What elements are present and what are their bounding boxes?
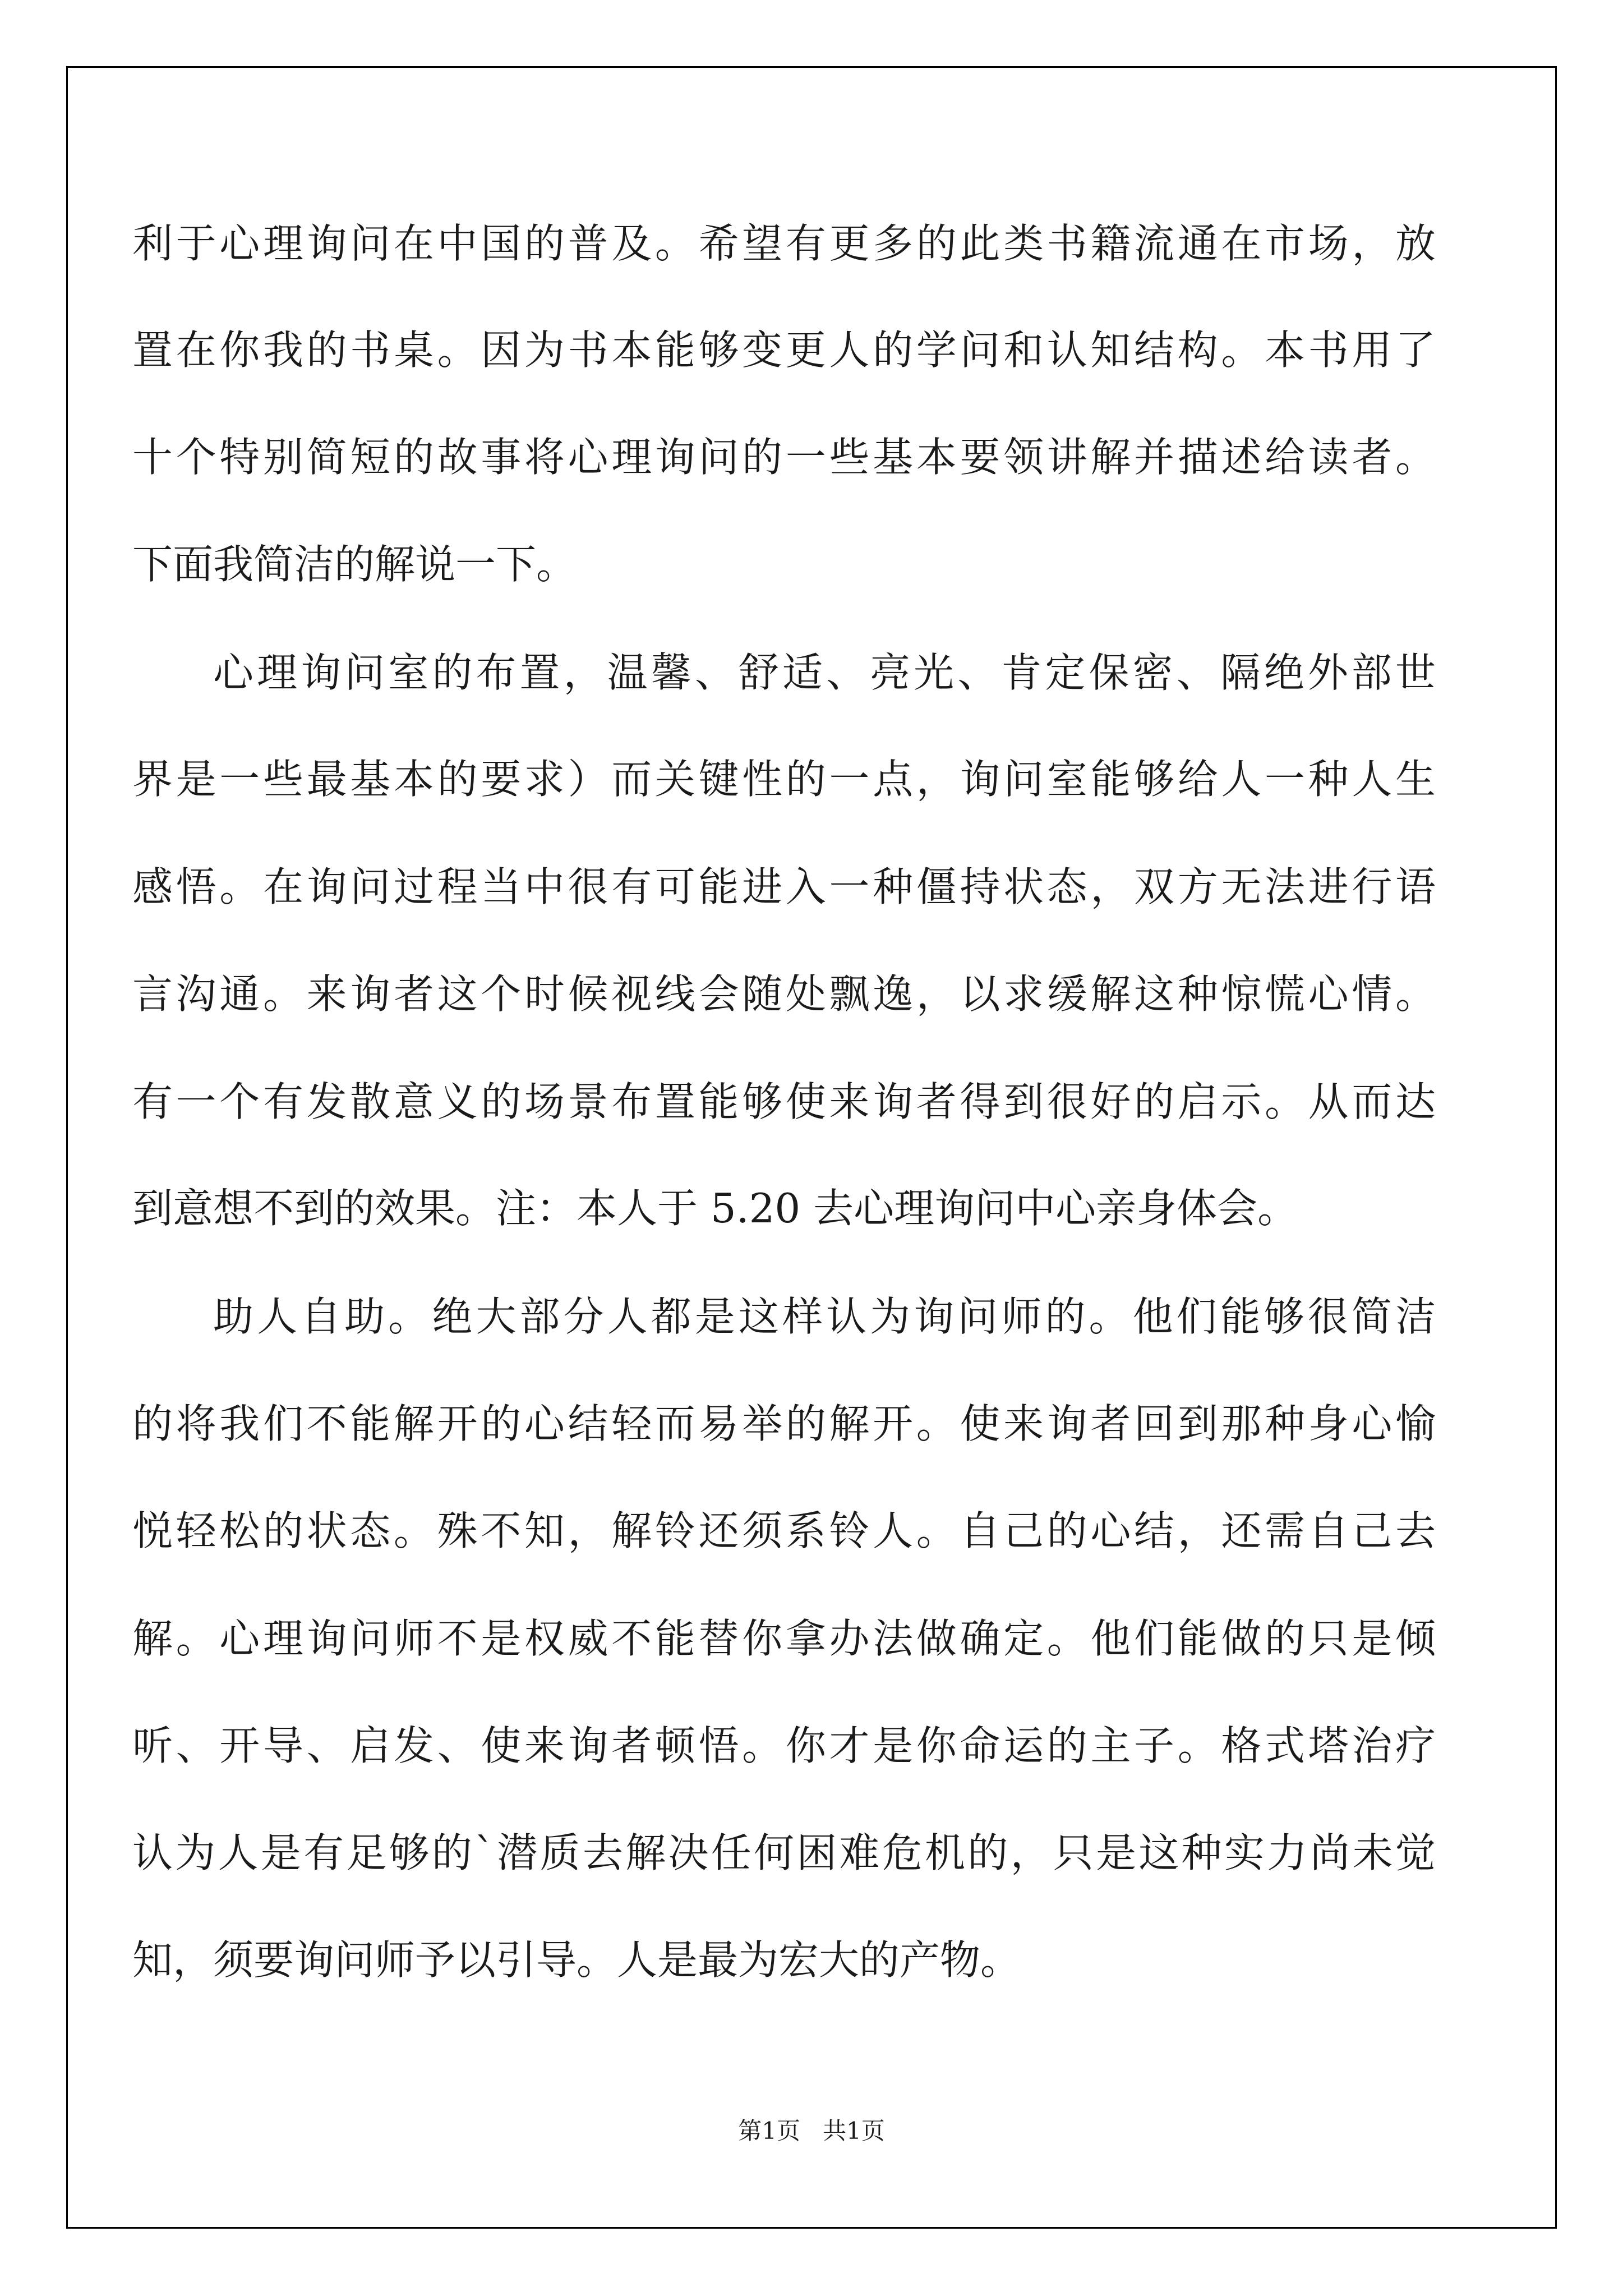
text-line: 言沟通。来询者这个时候视线会随处飘逸，以求缓解这种惊慌心情。 bbox=[132, 970, 1436, 1018]
page-number-footer: 第1页 共1页 bbox=[738, 2117, 885, 2145]
paragraph-first-line: 助人自助。绝大部分人都是这样认为询问师的。他们能够很简洁 bbox=[213, 1293, 1436, 1340]
text-line: 解。心理询问师不是权威不能替你拿办法做确定。他们能做的只是倾 bbox=[132, 1615, 1436, 1662]
text-line: 到意想不到的效果。注：本人于 5.20 去心理询问中心亲身体会。 bbox=[132, 1185, 1298, 1232]
text-line: 听、开导、启发、使来询者顿悟。你才是你命运的主子。格式塔治疗 bbox=[132, 1722, 1436, 1769]
page-border bbox=[66, 66, 1557, 2229]
text-line: 利于心理询问在中国的普及。希望有更多的此类书籍流通在市场，放 bbox=[132, 220, 1436, 267]
text-line: 的将我们不能解开的心结轻而易举的解开。使来询者回到那种身心愉 bbox=[132, 1400, 1436, 1447]
text-line: 知，须要询问师予以引导。人是最为宏大的产物。 bbox=[132, 1936, 1021, 1984]
text-line: 感悟。在询问过程当中很有可能进入一种僵持状态，双方无法进行语 bbox=[132, 863, 1436, 910]
text-line: 认为人是有足够的`潜质去解决任何困难危机的，只是这种实力尚未觉 bbox=[132, 1829, 1436, 1876]
text-line: 悦轻松的状态。殊不知，解铃还须系铃人。自己的心结，还需自己去 bbox=[132, 1507, 1436, 1554]
paragraph-first-line: 心理询问室的布置，温馨、舒适、亮光、肯定保密、隔绝外部世 bbox=[213, 649, 1436, 696]
text-line: 界是一些最基本的要求）而关键性的一点，询问室能够给人一种人生 bbox=[132, 756, 1436, 803]
text-line: 下面我简洁的解说一下。 bbox=[132, 541, 577, 588]
text-line: 置在你我的书桌。因为书本能够变更人的学问和认知结构。本书用了 bbox=[132, 326, 1436, 374]
text-line: 十个特别简短的故事将心理询问的一些基本要领讲解并描述给读者。 bbox=[132, 434, 1436, 481]
text-line: 有一个有发散意义的场景布置能够使来询者得到很好的启示。从而达 bbox=[132, 1078, 1436, 1125]
